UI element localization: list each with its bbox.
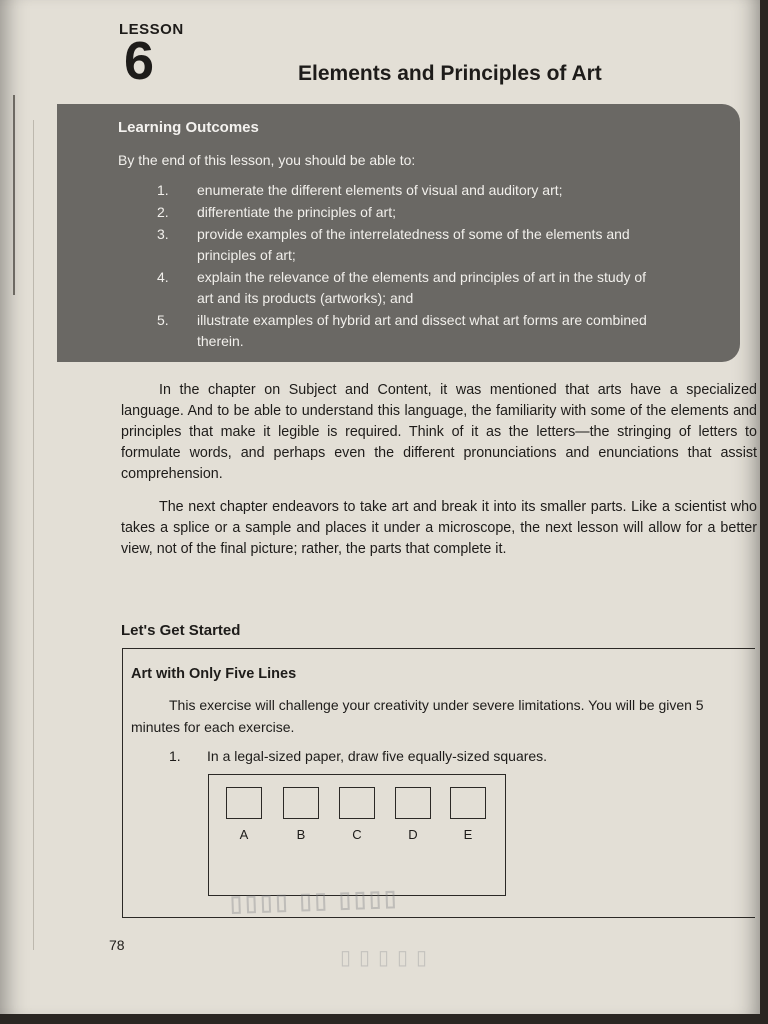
outcome-item — [157, 202, 657, 223]
square-label: E — [463, 827, 473, 842]
step-text: In a legal-sized paper, draw five equally-sized squares. — [207, 748, 548, 764]
square-b — [283, 787, 319, 819]
binding-line — [13, 95, 15, 295]
activity-box — [122, 648, 755, 918]
outcome-number: 1. — [157, 182, 169, 198]
outcome-text: differentiate the principles of art; — [197, 204, 396, 220]
activity-step-1 — [169, 748, 547, 764]
lets-get-started-heading: Let's Get Started — [121, 622, 241, 639]
library-stamp-faint: ▯▯▯▯▯ — [340, 947, 436, 969]
square-c — [339, 787, 375, 819]
learning-outcomes-list — [157, 180, 657, 353]
square-e — [450, 787, 486, 819]
outcome-item — [157, 310, 657, 352]
outcome-number: 4. — [157, 269, 169, 285]
square-label: A — [239, 827, 249, 842]
outcome-text: enumerate the different elements of visual and auditory art; — [197, 182, 563, 198]
lesson-title: Elements and Principles of Art — [298, 62, 602, 85]
outcome-item — [157, 267, 657, 309]
square-label: B — [296, 827, 306, 842]
outcome-text: illustrate examples of hybrid art and dissect what art forms are combined therein. — [197, 312, 647, 349]
square-d — [395, 787, 431, 819]
outcome-text: explain the relevance of the elements and principles of art in the study of art and its products (artworks); and — [197, 269, 647, 306]
outcome-number: 2. — [157, 204, 169, 220]
outcome-item — [157, 224, 657, 266]
page-number: 78 — [109, 937, 125, 953]
activity-intro: This exercise will challenge your creativity under severe limitations. You will be given 5 minutes for each exercise. — [131, 697, 704, 735]
body-paragraph-1: In the chapter on Subject and Content, it was mentioned that arts have a specialized language. And to be able to understand this language, the familiarity with some of the elements and principles that make it legible is required. Think of it as the letters—the stringing of letters to formulate words, and perhaps even the different pronunciations and enunciations that assist comprehension. — [121, 382, 757, 482]
activity-title: Art with Only Five Lines — [131, 666, 297, 682]
step-number: 1. — [169, 748, 181, 764]
learning-outcomes-heading: Learning Outcomes — [118, 119, 259, 136]
learning-outcomes-intro: By the end of this lesson, you should be able to: — [118, 152, 416, 168]
body-paragraph-2: The next chapter endeavors to take art and break it into its smaller parts. Like a scientist who takes a splice or a sample and places it under a microscope, the next lesson will allow for a better view, not of the final picture; rather, the parts that complete it. — [121, 499, 757, 557]
outcome-text: provide examples of the interrelatedness of some of the elements and principles of art; — [197, 226, 630, 263]
square-label: C — [352, 827, 362, 842]
lesson-label: LESSON — [119, 21, 184, 38]
margin-line — [33, 120, 34, 950]
outcome-item — [157, 180, 657, 201]
outcome-number: 5. — [157, 312, 169, 328]
paper-sheet-illustration — [208, 774, 506, 896]
lesson-number: 6 — [124, 31, 155, 91]
square-label: D — [408, 827, 418, 842]
learning-outcomes-box — [57, 104, 740, 362]
square-a — [226, 787, 262, 819]
outcome-number: 3. — [157, 226, 169, 242]
library-stamp: ▯▯▯▯ ▯▯ ▯▯▯▯ — [229, 885, 400, 916]
